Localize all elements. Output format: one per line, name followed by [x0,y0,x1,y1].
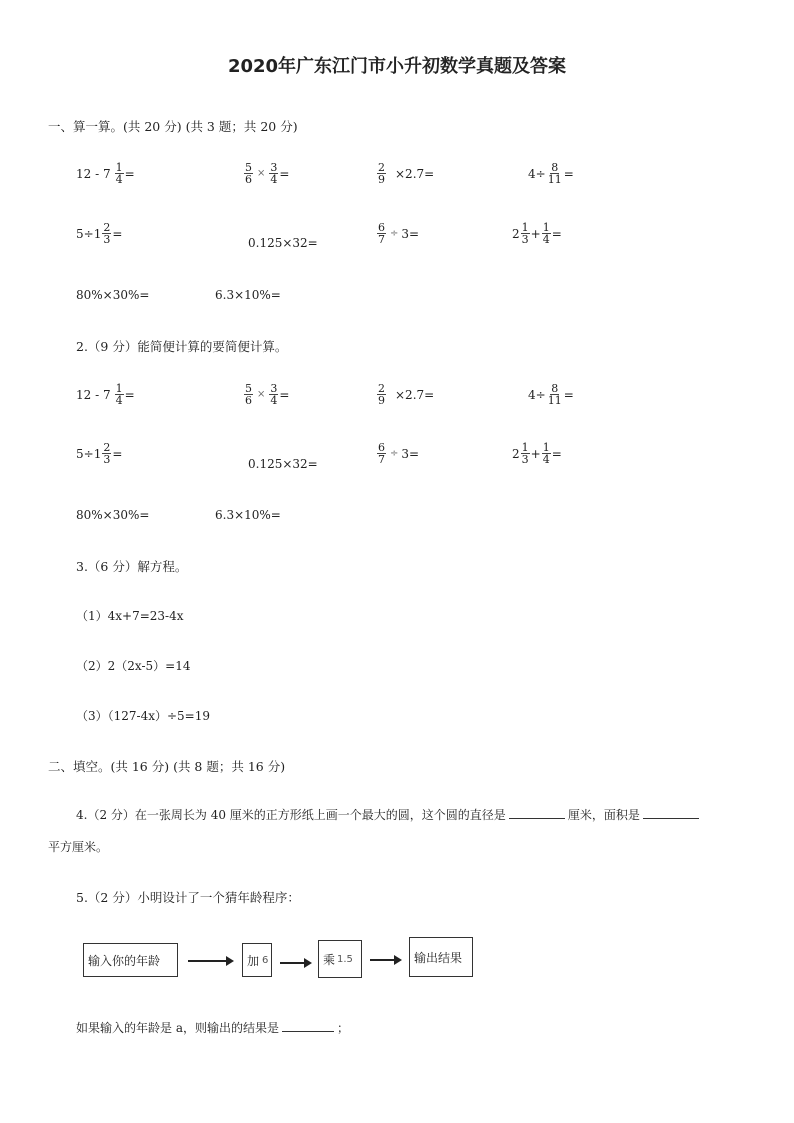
arrow-right-icon [280,962,310,964]
flow-box-number: 1.5 [337,953,353,965]
calc-2d [512,222,562,245]
expr-text: 5÷1 [76,446,102,461]
calc-3b: 6.3×10%= [215,508,281,522]
fraction: $\frac{2}{3}$ [103,441,111,466]
expr-text: = [563,387,574,402]
operator: × [257,389,266,400]
calc-2a [76,442,122,465]
q4-line1 [76,806,702,823]
fraction: $\frac{2}{3}$ [103,221,111,246]
fraction: $\frac{1}{3}$ [521,221,529,246]
expr-text: = [112,446,123,461]
expr-text: 2 [512,226,520,241]
operator: + [530,446,541,461]
calc-2a [76,222,122,245]
expr-text: ×2.7= [395,166,435,181]
flow-box-number: 6 [262,954,269,966]
fraction: $\frac{8}{11}$ [547,382,562,407]
q5-question [76,1019,349,1036]
answer-blank[interactable] [509,806,565,819]
page-title: 2020年广东江门市小升初数学真题及答案 [227,56,567,77]
q5-end: ； [336,1021,349,1035]
expr-text: 12 - 7 [76,166,111,181]
equation-item: （2）2（2x-5）=14 [76,659,191,673]
fraction: $\frac{1}{4}$ [115,382,123,407]
calc-1d [528,383,574,406]
expr-text: 5÷1 [76,226,102,241]
fraction: $\frac{2}{9}$ [378,161,385,186]
section1-header: 一、算一算。(共 20 分) (共 3 题；共 20 分) [48,119,298,134]
flow-box-label: 乘 [323,952,336,967]
expr-text: = [551,446,562,461]
calc-3b: 6.3×10%= [215,288,281,302]
q4-line2: 平方厘米。 [48,840,109,854]
arrow-right-icon [370,959,400,961]
operator: ÷ [390,228,399,239]
expr-text: 4÷ [528,166,546,181]
q4-text: 4.（2 分）在一张周长为 40 厘米的正方形纸上画一个最大的圆，这个圆的直径是 [76,808,506,822]
calc-1a [76,383,135,406]
q3-header: 3.（6 分）解方程。 [76,559,188,574]
q5-header: 5.（2 分）小明设计了一个猜年龄程序： [76,890,300,905]
flow-box-multiply [318,940,362,978]
calc-2b: 0.125×32= [248,236,318,250]
calc-1b [243,383,289,406]
expr-text: ×2.7= [395,387,435,402]
fraction: $\frac{8}{11}$ [547,161,562,186]
answer-blank[interactable] [282,1019,334,1032]
calc-2c [376,222,419,245]
expr-text: = [279,387,290,402]
calc-3a: 80%×30%= [76,288,150,302]
expr-text: 4÷ [528,387,546,402]
fraction: $\frac{1}{4}$ [115,161,123,186]
operator: × [257,168,266,179]
flow-box-label: 输出结果 [414,950,463,965]
calc-1c [376,383,434,406]
fraction: $\frac{6}{7}$ [378,221,385,246]
fraction: $\frac{1}{3}$ [521,441,529,466]
flow-box-label: 输入你的年龄 [88,953,161,968]
section2-header: 二、填空。(共 16 分) (共 8 题；共 16 分) [48,759,286,774]
fraction: $\frac{6}{7}$ [378,441,385,466]
operator: + [530,226,541,241]
calc-1b [243,162,289,185]
expr-text: = [112,226,123,241]
fraction: $\frac{5}{6}$ [245,382,252,407]
fraction: $\frac{3}{4}$ [270,382,278,407]
equation-item: （3）（127-4x）÷5=19 [76,709,211,723]
expr-text: 2 [512,446,520,461]
flow-box-output [409,937,473,977]
equation-item: （1）4x+7=23-4x [76,609,184,623]
expr-text: 3= [401,226,420,241]
expr-text: 3= [401,446,420,461]
q2-header: 2.（9 分）能简便计算的要简便计算。 [76,339,288,354]
q5-text: 如果输入的年龄是 a，则输出的结果是 [76,1021,279,1035]
fraction: $\frac{1}{4}$ [542,441,550,466]
expr-text: = [124,166,135,181]
calc-1a [76,162,135,185]
answer-blank[interactable] [643,806,699,819]
operator: ÷ [390,448,399,459]
calc-2d [512,442,562,465]
expr-text: 12 - 7 [76,387,111,402]
fraction: $\frac{3}{4}$ [270,161,278,186]
expr-text: = [563,166,574,181]
calc-3a: 80%×30%= [76,508,150,522]
expr-text: = [279,166,290,181]
calc-2c [376,442,419,465]
calc-2b: 0.125×32= [248,457,318,471]
fraction: $\frac{2}{9}$ [378,382,385,407]
calc-1c [376,162,434,185]
q4-unit: 厘米，面积是 [567,808,640,822]
flow-box-label: 加 [247,953,260,968]
expr-text: = [124,387,135,402]
flow-box-add [242,943,272,977]
calc-1d [528,162,574,185]
arrow-right-icon [188,960,232,962]
expr-text: = [551,226,562,241]
flow-box-input [83,943,178,977]
fraction: $\frac{5}{6}$ [245,161,252,186]
fraction: $\frac{1}{4}$ [542,221,550,246]
